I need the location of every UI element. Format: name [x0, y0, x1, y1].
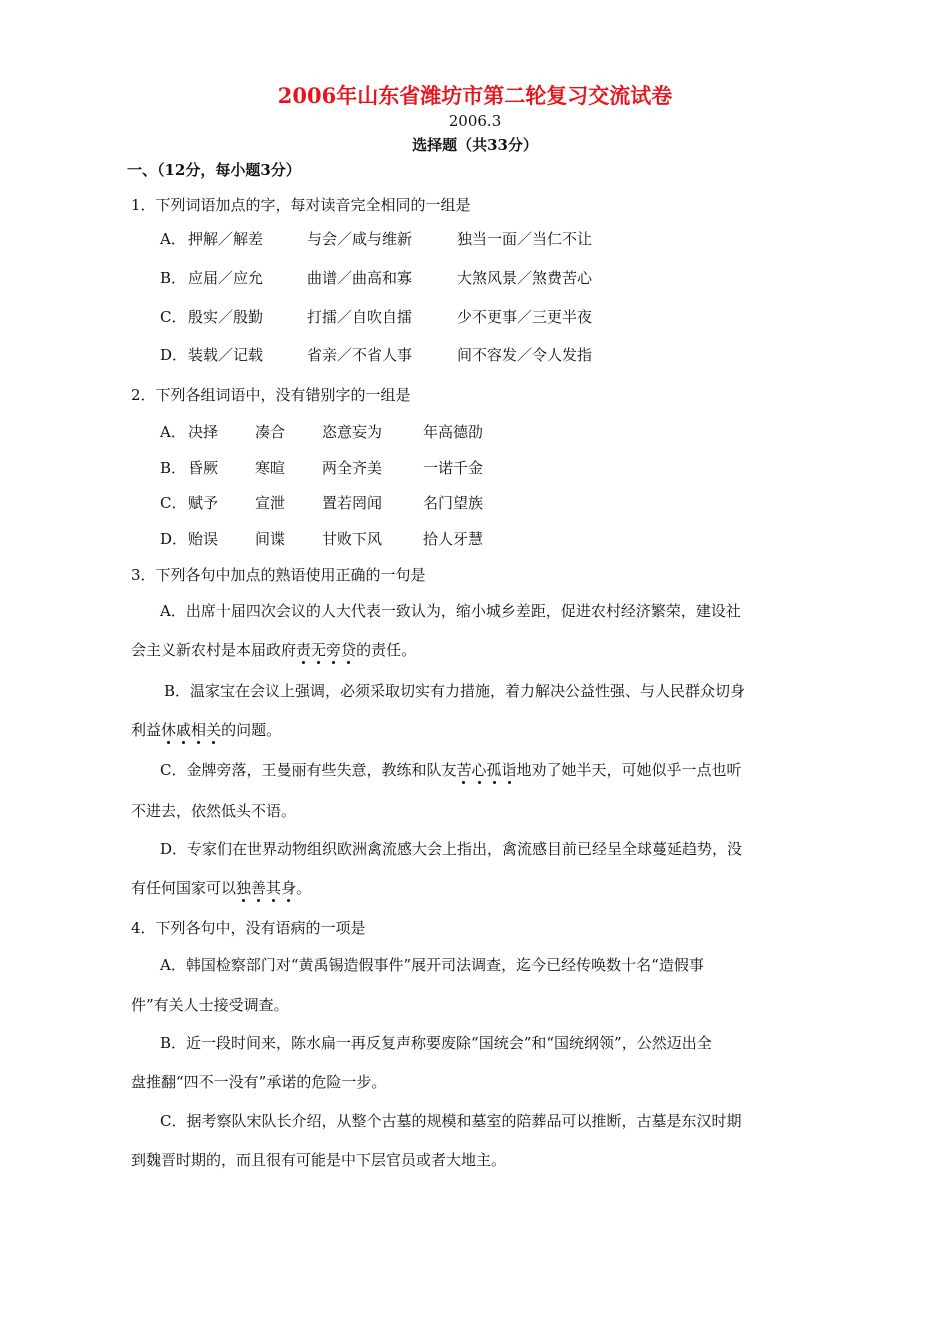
option-label: D． — [160, 530, 188, 548]
q3-d-idiom: 独善其身 — [236, 879, 297, 897]
word-pair: 省亲／不省人事 — [307, 346, 413, 364]
section-subtitle: 选择题（共33分） — [412, 136, 538, 154]
word-pair: 应届／应允 — [188, 269, 264, 287]
word-pair: 与会／咸与维新 — [307, 230, 413, 248]
q3-option-c-line1 — [160, 759, 742, 780]
word-pair: 大煞风景／煞费苦心 — [457, 269, 593, 287]
word: 寒暄 — [255, 459, 286, 477]
word-pair: 押解／解差 — [188, 230, 264, 248]
text: 。 — [296, 879, 312, 897]
word: 贻误 — [188, 530, 219, 548]
option-label: C． — [160, 494, 187, 512]
word-pair: 打擂／自吹自擂 — [307, 308, 413, 326]
text: C．金牌旁落，王曼丽有些失意，教练和队友 — [160, 761, 457, 779]
q3-option-a-line2 — [131, 639, 416, 660]
q4-option-b-line1: B．近一段时间来，陈水扁一再反复声称要废除“国统会”和“国统纲领”，公然迈出全 — [160, 1034, 712, 1052]
text: 有任何国家可以 — [131, 879, 237, 897]
q4-option-b-line2: 盘推翻“四不一没有”承诺的危险一步。 — [131, 1073, 387, 1091]
q3-option-c-line2: 不进去，依然低头不语。 — [131, 802, 297, 820]
word-pair: 间不容发／令人发指 — [457, 346, 593, 364]
text: 利益 — [131, 721, 162, 739]
q3-a-idiom: 责无旁贷 — [296, 641, 357, 659]
q3-option-d-line1: D．专家们在世界动物组织欧洲禽流感大会上指出，禽流感目前已经呈全球蔓延趋势，没 — [160, 840, 743, 858]
option-label: A． — [160, 423, 186, 441]
q3-option-d-line2 — [131, 877, 311, 898]
word: 两全齐美 — [322, 459, 383, 477]
exam-title: 2006年山东省潍坊市第二轮复习交流试卷 — [277, 83, 673, 108]
option-label: A． — [160, 230, 186, 248]
word: 间谍 — [255, 530, 286, 548]
option-label: D． — [160, 346, 188, 364]
section-heading: 一、（12分，每小题3分） — [127, 161, 301, 179]
word-pair: 殷实／殷勤 — [188, 308, 264, 326]
option-label: B． — [160, 459, 187, 477]
word: 决择 — [188, 423, 219, 441]
q4-option-a-line2: 件”有关人士接受调查。 — [131, 996, 289, 1014]
q4-option-a-line1: A．韩国检察部门对“黄禹锡造假事件”展开司法调查，迄今已经传唤数十名“造假事 — [160, 956, 704, 974]
word: 宣泄 — [255, 494, 286, 512]
word: 昏厥 — [188, 459, 219, 477]
word: 恣意妄为 — [322, 423, 383, 441]
word: 置若罔闻 — [322, 494, 383, 512]
q3-b-idiom: 休戚相关 — [161, 721, 222, 739]
text: 地劝了她半天，可她似乎一点也听 — [516, 761, 742, 779]
word-pair: 装载／记载 — [188, 346, 264, 364]
word-pair: 少不更事／三更半夜 — [457, 308, 593, 326]
q3-option-a-line1: A．出席十届四次会议的人大代表一致认为，缩小城乡差距，促进农村经济繁荣，建设社 — [160, 602, 741, 620]
word: 一诺千金 — [423, 459, 484, 477]
q4-option-c-line1: C．据考察队宋队长介绍，从整个古墓的规模和墓室的陪葬品可以推断，古墓是东汉时期 — [160, 1112, 742, 1130]
word: 赋予 — [188, 494, 219, 512]
word: 凑合 — [255, 423, 286, 441]
exam-date: 2006.3 — [448, 112, 502, 130]
word-pair: 独当一面／当仁不让 — [457, 230, 593, 248]
q3-option-b-line1: B．温家宝在会议上强调，必须采取切实有力措施，着力解决公益性强、与人民群众切身 — [164, 682, 746, 700]
q1-stem: 1．下列词语加点的字，每对读音完全相同的一组是 — [131, 196, 471, 214]
option-label: B． — [160, 269, 187, 287]
word: 拾人牙慧 — [423, 530, 484, 548]
q3-c-idiom: 苦心孤诣 — [456, 761, 517, 779]
q3-option-b-line2 — [131, 719, 281, 740]
q4-option-c-line2: 到魏晋时期的，而且很有可能是中下层官员或者大地主。 — [131, 1151, 507, 1169]
q4-stem: 4．下列各句中，没有语病的一项是 — [131, 919, 366, 937]
q2-stem: 2．下列各组词语中，没有错别字的一组是 — [131, 386, 411, 404]
option-label: C． — [160, 308, 187, 326]
word-pair: 曲谱／曲高和寡 — [307, 269, 413, 287]
text: 的问题。 — [221, 721, 282, 739]
word: 甘败下风 — [322, 530, 383, 548]
text: 会主义新农村是本届政府 — [131, 641, 297, 659]
word: 名门望族 — [423, 494, 484, 512]
q3-stem: 3．下列各句中加点的熟语使用正确的一句是 — [131, 566, 426, 584]
text: 的责任。 — [356, 641, 417, 659]
word: 年高德劭 — [423, 423, 484, 441]
